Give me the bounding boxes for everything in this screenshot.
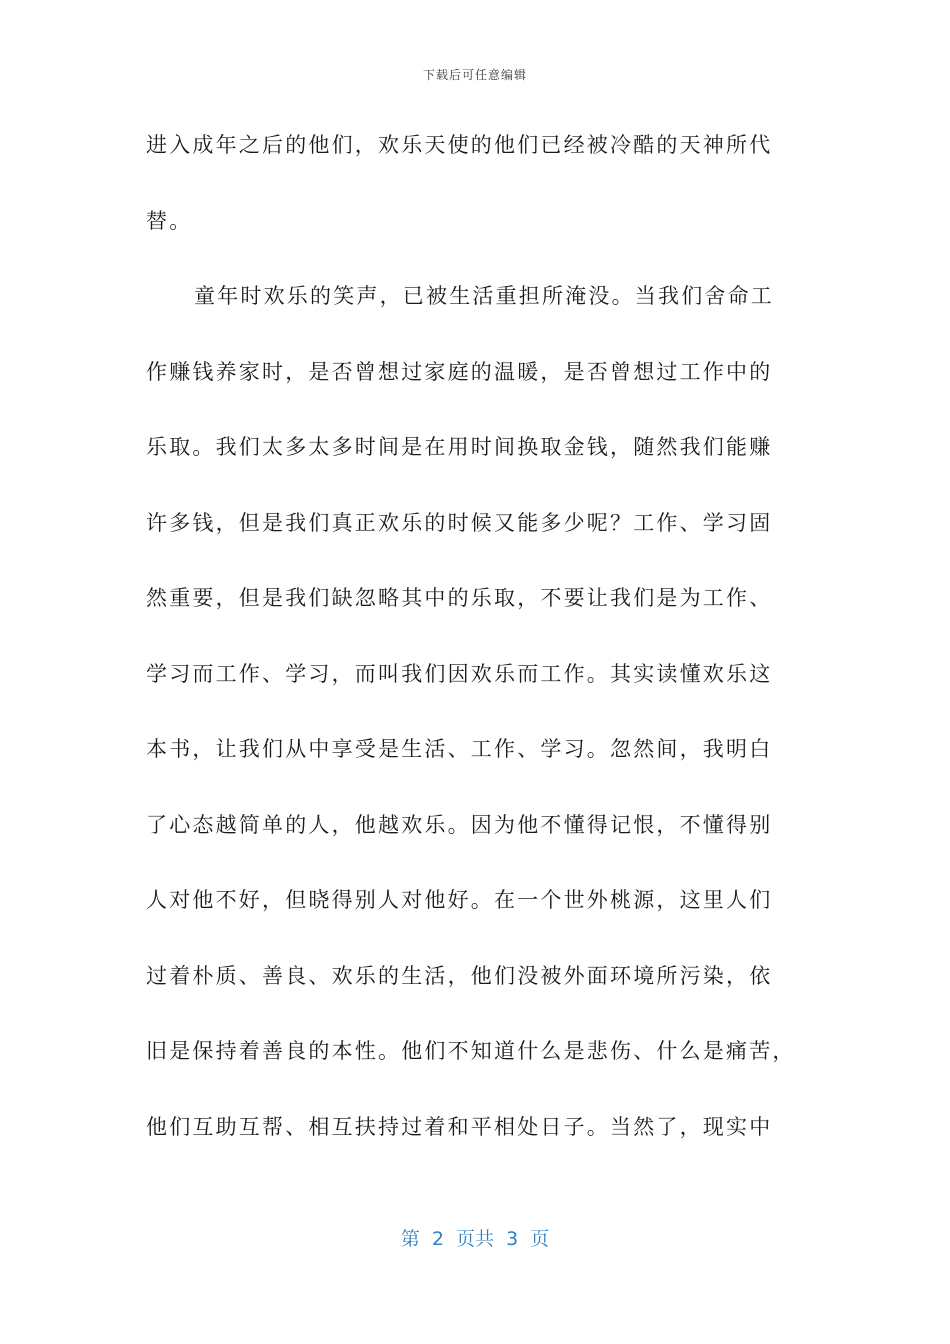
text-line: 进入成年之后的他们，欢乐天使的他们已经被冷酷的天神所代 (146, 133, 773, 157)
text-line: 人对他不好，但晓得别人对他好。在一个世外桃源，这里人们 (146, 888, 773, 912)
header-note: 下载后可任意编辑 (422, 68, 527, 82)
text-line: 过着朴质、善良、欢乐的生活，他们没被外面环境所污染，依 (146, 963, 773, 988)
text-line: 然重要，但是我们缺忽略其中的乐取，不要让我们是为工作、 (146, 586, 773, 610)
text-line: 许多钱，但是我们真正欢乐的时候又能多少呢？工作、学习固 (146, 510, 773, 535)
text-line: 他们互助互帮、相互扶持过着和平相处日子。当然了，现实中 (146, 1114, 773, 1139)
text-line: 了心态越简单的人，他越欢乐。因为他不懂得记恨，不懂得别 (146, 812, 773, 837)
page-number-footer: 第 2 页共 3 页 (400, 1228, 550, 1250)
text-line: 本书，让我们从中享受是生活、工作、学习。忽然间，我明白 (146, 737, 773, 761)
text-line: 作赚钱养家时，是否曾想过家庭的温暖，是否曾想过工作中的 (146, 359, 773, 384)
paragraph-start-line: 童年时欢乐的笑声，已被生活重担所淹没。当我们舍命工 (194, 284, 774, 308)
text-line: 学习而工作、学习，而叫我们因欢乐而工作。其实读懂欢乐这 (146, 661, 773, 686)
text-line: 旧是保持着善良的本性。他们不知道什么是悲伤、什么是痛苦， (146, 1039, 796, 1063)
text-line: 替。 (146, 208, 193, 233)
text-line: 乐取。我们太多太多时间是在用时间换取金钱，随然我们能赚 (146, 435, 773, 459)
body-text (146, 125, 806, 1182)
